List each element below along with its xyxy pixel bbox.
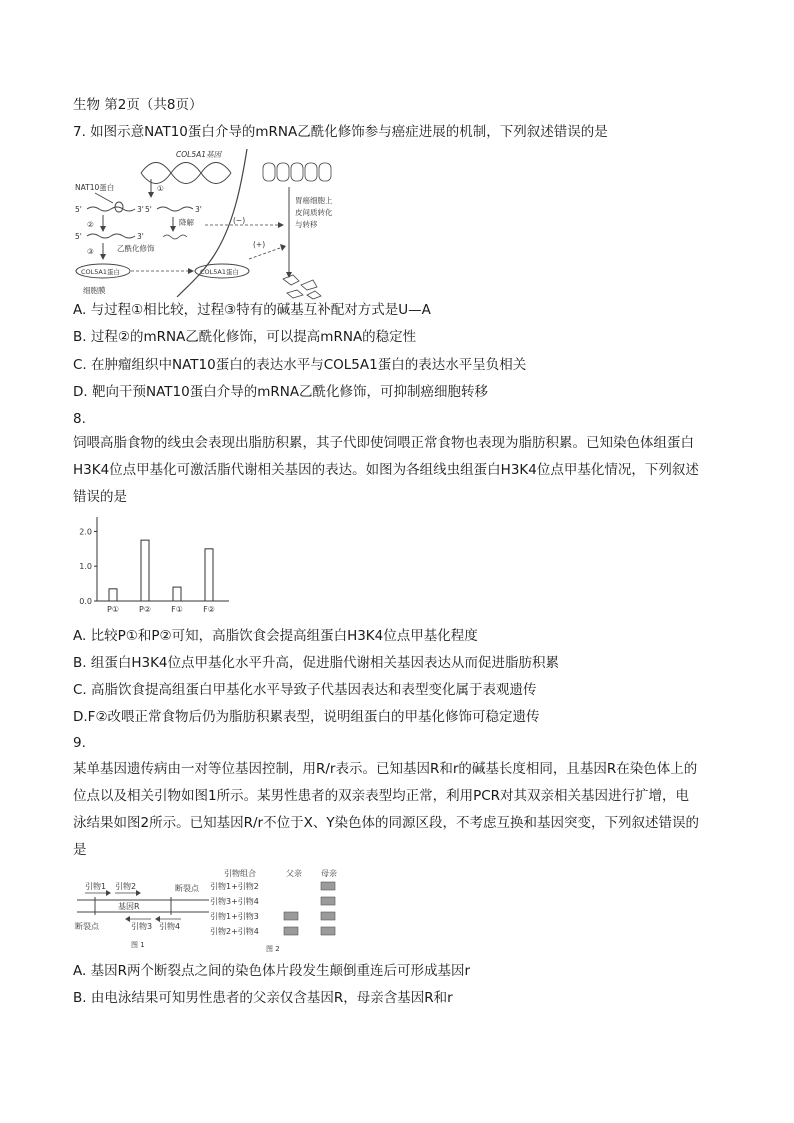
- page-header: 生物 第2页（共8页）: [73, 97, 203, 113]
- gel-band-father: [284, 927, 298, 935]
- bar: [205, 549, 213, 601]
- q9-stem-line-3: 泳结果如图2所示。已知基因R/r不位于X、Y染色体的同源区段，不考虑互换和基因突变，下列叙述错误的: [73, 815, 700, 831]
- q9-figure-2: [206, 865, 356, 953]
- fig7-acetyl: 乙酰化修饰: [117, 244, 155, 253]
- fig1-primer2: 引物2: [115, 882, 137, 891]
- q9-stem-line-2: 位点以及相关引物如图1所示。某男性患者的双亲表型均正常，利用PCR对其双亲相关基因进行扩增，电: [73, 788, 690, 804]
- q8-stem-line-2: H3K4位点甲基化可激活脂代谢相关基因的表达。如图为各组线虫组蛋白H3K4位点甲基化情况，下列叙述: [73, 462, 699, 478]
- q8-option-d: D.F②改喂正常食物后仍为脂肪积累表型，说明组蛋白的甲基化修饰可稳定遗传: [73, 709, 540, 725]
- q8-option-b: B. 组蛋白H3K4位点甲基化水平升高，促进脂代谢相关基因表达从而促进脂肪积累: [73, 655, 560, 671]
- fig7-step1: ①: [157, 184, 164, 193]
- y-tick-label: 0.0: [79, 597, 92, 606]
- q9-figure-1: [73, 869, 213, 951]
- bar: [109, 589, 117, 601]
- fig7-degrade: 降解: [179, 218, 194, 227]
- fig1-primer1: 引物1: [85, 882, 107, 891]
- fig7-cell-caption-2: 皮间质转化: [295, 208, 333, 217]
- fig1-primer3: 引物3: [131, 922, 153, 931]
- gel-band-mother: [321, 927, 335, 935]
- q8-number: 8.: [73, 411, 86, 427]
- fig2-col-combo: 引物组合: [224, 869, 256, 878]
- fig2-row-label: 引物3+引物4: [210, 897, 259, 906]
- q9-stem-line-4: 是: [73, 842, 87, 858]
- fig1-gene-label: 基因R: [118, 902, 140, 911]
- fig2-col-father: 父亲: [286, 869, 302, 878]
- fig7-gene-label: COL5A1基因: [176, 150, 221, 159]
- fig7-protein2: COL5A1蛋白: [200, 268, 239, 276]
- fig7-3prime-b: 3': [195, 205, 202, 214]
- gel-band-father: [284, 912, 298, 920]
- gel-band-mother: [321, 912, 335, 920]
- fig7-5prime-b: 5': [145, 205, 152, 214]
- x-tick-label: P②: [139, 605, 151, 614]
- q7-option-b: B. 过程②的mRNA乙酰化修饰，可以提高mRNA的稳定性: [73, 329, 417, 345]
- y-tick-label: 2.0: [79, 527, 92, 537]
- fig7-5prime-a: 5': [75, 205, 82, 214]
- q8-stem-line-1: 饲喂高脂食物的线虫会表现出脂肪积累，其子代即使饲喂正常食物也表现为脂肪积累。已知染色体组蛋白: [73, 435, 694, 451]
- fig7-membrane: 细胞膜: [83, 286, 106, 295]
- fig1-break-left: 断裂点: [75, 922, 99, 931]
- q8-stem-line-3: 错误的是: [73, 489, 127, 505]
- fig7-3prime-a: 3': [137, 205, 144, 214]
- q9-stem-line-1: 某单基因遗传病由一对等位基因控制，用R/r表示。已知基因R和r的碱基长度相同，且基因R在染色体上的: [73, 761, 698, 777]
- q7-mechanism-figure: [73, 147, 373, 300]
- gel-band-mother: [321, 897, 335, 905]
- fig7-nat10-label: NAT10蛋白: [75, 183, 115, 192]
- q8-option-a: A. 比较P①和P②可知，高脂饮食会提高组蛋白H3K4位点甲基化程度: [73, 628, 478, 644]
- fig7-plus: (+): [253, 240, 266, 249]
- fig7-cell-caption-1: 胃癌细胞上: [295, 196, 333, 205]
- fig2-row-label: 引物1+引物3: [210, 912, 259, 921]
- bar: [173, 587, 181, 601]
- q7-option-a: A. 与过程①相比较，过程③特有的碱基互补配对方式是U—A: [73, 302, 431, 318]
- fig7-step2: ②: [87, 220, 94, 229]
- q7-option-c: C. 在肿瘤组织中NAT10蛋白的表达水平与COL5A1蛋白的表达水平呈负相关: [73, 357, 527, 373]
- fig1-caption: 图 1: [131, 941, 145, 949]
- q8-option-c: C. 高脂饮食提高组蛋白甲基化水平导致子代基因表达和表型变化属于表观遗传: [73, 682, 537, 698]
- fig7-minus: (−): [233, 216, 246, 225]
- fig7-protein1: COL5A1蛋白: [81, 268, 120, 276]
- x-tick-label: F①: [171, 605, 183, 614]
- fig1-primer4: 引物4: [159, 922, 181, 931]
- gel-band-mother: [321, 882, 335, 890]
- bar: [141, 540, 149, 601]
- fig7-5prime-c: 5': [75, 232, 82, 241]
- fig2-row-label: 引物1+引物2: [210, 882, 259, 891]
- fig7-3prime-c: 3': [137, 232, 144, 241]
- x-tick-label: P①: [107, 605, 119, 614]
- x-tick-label: F②: [203, 605, 215, 614]
- q7-stem: 7. 如图示意NAT10蛋白介导的mRNA乙酰化修饰参与癌症进展的机制，下列叙述错误的是: [73, 124, 608, 140]
- q9-option-b: B. 由电泳结果可知男性患者的父亲仅含基因R，母亲含基因R和r: [73, 990, 453, 1006]
- fig2-row-label: 引物2+引物4: [210, 927, 259, 936]
- q8-bar-chart: [73, 515, 233, 617]
- fig7-step3: ③: [87, 247, 94, 256]
- q9-option-a: A. 基因R两个断裂点之间的染色体片段发生颠倒重连后可形成基因r: [73, 963, 471, 979]
- q9-number: 9.: [73, 735, 86, 751]
- fig7-cell-caption-3: 与转移: [295, 220, 318, 229]
- fig2-caption: 图 2: [266, 945, 280, 953]
- fig2-col-mother: 母亲: [321, 869, 337, 878]
- y-tick-label: 1.0: [79, 562, 92, 572]
- fig1-break-right: 断裂点: [175, 884, 199, 893]
- q7-option-d: D. 靶向干预NAT10蛋白介导的mRNA乙酰化修饰，可抑制癌细胞转移: [73, 384, 489, 400]
